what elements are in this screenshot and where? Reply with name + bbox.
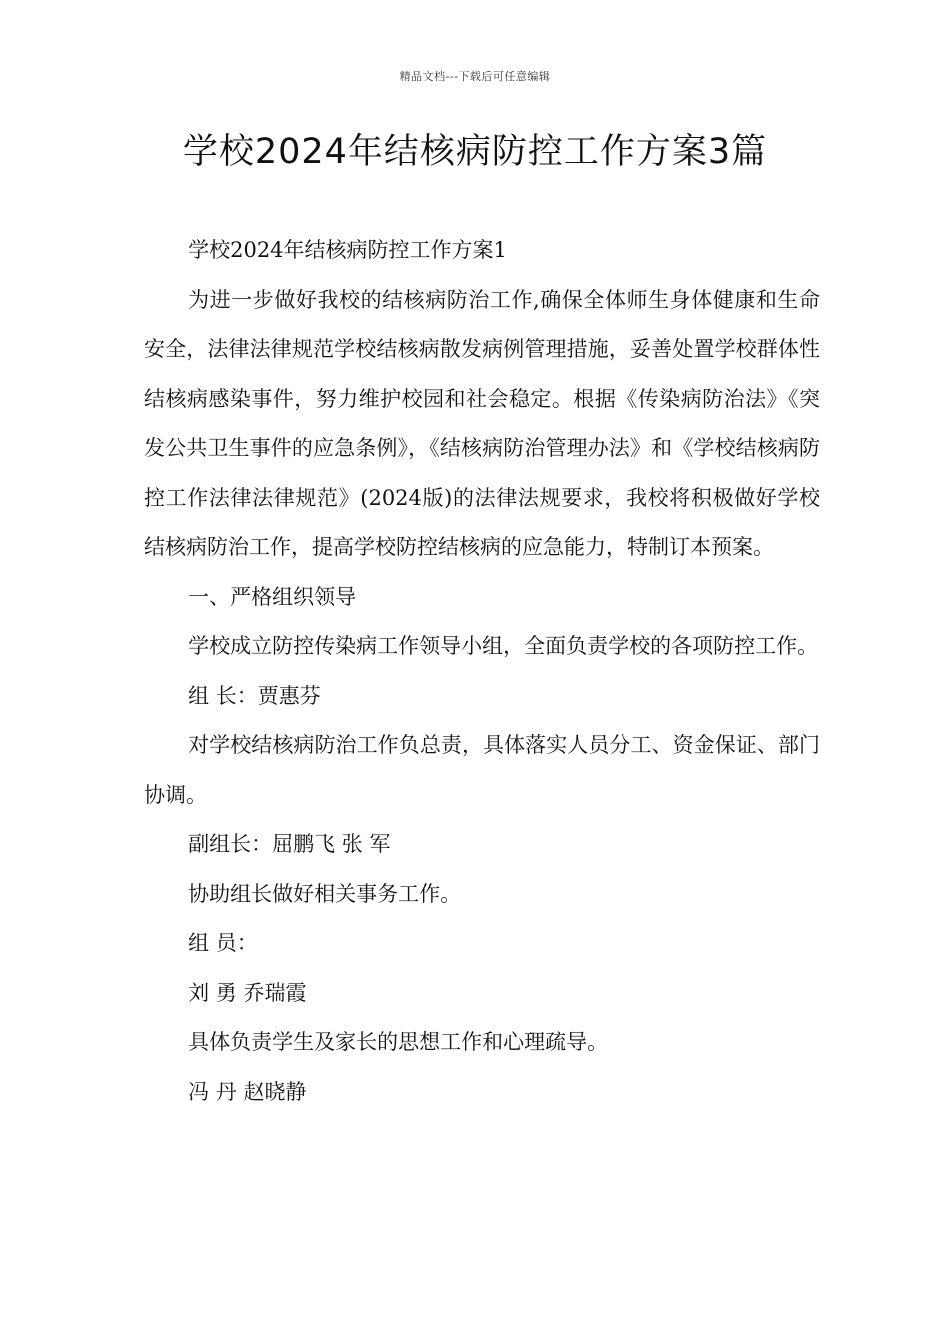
group-leader-line: 组 长：贾惠芬 [188,683,321,708]
deputy-leader-line: 副组长：屈鹏飞 张 军 [188,832,391,856]
deputy-leader-duty: 协助组长做好相关事务工作。 [188,881,462,906]
section-heading-plan-1: 学校2024年结核病防控工作方案1 [188,238,507,262]
document-title: 学校2024年结核病防控工作方案3篇 [182,132,768,172]
section-heading-organization: 一、严格组织领导 [188,584,357,609]
header-note: 精品文档---下载后可任意编辑 [399,70,551,83]
members-line: 组 员： [188,931,258,955]
leadership-group-paragraph: 学校成立防控传染病工作领导小组，全面负责学校的各项防控工作。 [188,634,819,658]
document-body [144,226,820,1117]
member-names-2: 冯 丹 赵晓静 [188,1079,307,1104]
member-duty-1: 具体负责学生及家长的思想工作和心理疏导。 [188,1030,609,1054]
group-leader-duty: 对学校结核病防治工作负总责，具体落实人员分工、资金保证、部门协调。 [144,733,820,807]
intro-paragraph: 为进一步做好我校的结核病防治工作,确保全体师生身体健康和生命安全，法律法律规范学校结核病散发病例管理措施，妥善处置学校群体性结核病感染事件，努力维护校园和社会稳定。根据《传染病防治法》《突发公共卫生事件的应急条例》，《结核病防治管理办法》和《学校结核病防控工作法律法律规范》(2024版)的法律法规要求，我校将积极做好学校结核病防治工作，提高学校防控结核病的应急能力，特制订本预案。 [144,287,820,559]
member-names-1: 刘 勇 乔瑞霞 [188,980,307,1005]
